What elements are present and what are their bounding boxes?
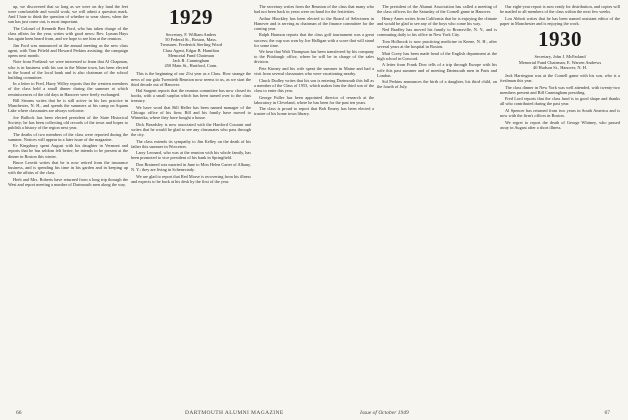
class-notes-1929	[131, 71, 251, 183]
officer-line: Memorial Fund Chairman	[168, 52, 214, 58]
officer-line: 50 Federal St., Boston, Mass.	[165, 37, 217, 43]
paragraph: up, we discovered that so long as we were on dry land the feet were comfortable and would work; we will admit a question mark. And I hate to think the question of whether to wear shoes, when the sun has just come out, is most important.	[8, 4, 128, 25]
paragraph: Herb and Mrs. Roberts have returned from a long trip through the West and report meeting a number of Dartmouth men along the way.	[8, 176, 128, 187]
paragraph: The Colonel of Kenneth Bert Ford, who has taken charge of the class affairs for the year, writes with good news: Rev. Lyman Hays has again been heard from, and we hope to see him at the reunion.	[8, 25, 128, 42]
officer-line: Class Agent, Edgar B. Hamilton	[162, 47, 220, 53]
paragraph: We have word that Bill Heller has been named manager of the Chicago office of his firm; Bill and his family have moved to Winnetka, where they have bought a house.	[131, 104, 251, 121]
paragraph: Fred Lord reports that the class fund is in good shape and thanks all who contributed during the past year.	[500, 96, 620, 107]
paragraph: Jack Harrington was at the Cornell game with his son, who is a freshman this year.	[500, 72, 620, 84]
paragraph: Jim Ford was announced at the annual meeting as the new class agent, with Tom Fifield and Howard Perkins assisting; the campaign opens next month.	[8, 42, 128, 58]
column-4	[377, 4, 497, 406]
paragraph: Matt Corey has been made head of the English department at the high school in Concord.	[377, 50, 497, 61]
officer-line: 40 Hudson St., Hanover, N. H.	[533, 64, 587, 70]
paragraph: Al Spencer has returned from two years in South America and is now with the firm's offices in Boston.	[500, 108, 620, 119]
paragraph: Larry Leonard, who was at the reunion with his whole family, has been promoted to vice president of his bank in Springfield.	[131, 150, 251, 161]
class-notes-1930	[500, 73, 620, 130]
paragraph: Hal Sargent reports that the reunion committee has now closed its books, with a small surplus which has been turned over to the class treasury.	[131, 88, 251, 104]
officer-line: 450 Main St., Hartford, Conn.	[164, 63, 218, 69]
issue-date: Issue of October 1949	[360, 410, 409, 416]
left-page-number: 66	[16, 410, 22, 416]
paragraph: Pete Kinney and his wife spent the summer in Maine and had a visit from several classmates who were vacationing nearby.	[254, 66, 374, 77]
column-5	[500, 4, 620, 406]
paragraph: The deaths of two members of the class were reported during the summer. Notices will appear in a later issue of the magazine.	[8, 131, 128, 142]
paragraph: Note from Portland: we were interested to learn that Al Chapman, who is in business with his son in the Maine town, has been elected to the board of the local bank and is also chairman of the school building committee.	[8, 59, 128, 80]
paragraph: We regret to report the death of George Whitney, who passed away in August after a short illness.	[500, 119, 620, 130]
page-footer	[0, 408, 628, 418]
right-page-number: 67	[604, 410, 610, 416]
officer-line: Memorial Fund Chairman, E. Warren Andrews	[518, 59, 602, 65]
column-3	[254, 4, 374, 406]
class-officers-1929	[131, 32, 251, 68]
paragraph: Bill Stearns writes that he is still active in his law practice in Manchester, N. H., and spends the summers at his camp on Squam Lake where classmates are always welcome.	[8, 98, 128, 114]
class-notes-continued	[500, 4, 620, 26]
paragraph: Ev Kingsbury spent August with his daughter in Vermont and reports that he has seldom felt better; he intends to be present at the dinner in Boston this winter.	[8, 143, 128, 159]
paragraph: In a letter to Fred, Harry Willey reports that the western members of the class held a small dinner during the summer at which reminiscences of the old days in Hanover were freely exchanged.	[8, 81, 128, 97]
paragraph: The class is proud to report that Bob Emery has been elected a trustee of his home town library.	[254, 106, 374, 117]
paragraph: A letter from Frank Dow tells of a trip through Europe with his wife this past summer and of meeting Dartmouth men in Paris and London.	[377, 62, 497, 78]
paragraph: George Fuller has been appointed director of research at the laboratory in Cleveland, where he has been for the past ten years.	[254, 94, 374, 105]
class-year-1930: 1930	[538, 27, 582, 52]
paragraph: Don Brainerd was married in June to Miss Helen Carter of Albany, N. Y.; they are living in Schenectady.	[131, 161, 251, 173]
paragraph: Ralph Harmon reports that the class golf tournament was a great success; the cup was won by Joe Halligan with a score that will stand for some time.	[254, 32, 374, 48]
paragraph: The class extends its sympathy to Jim Kelley on the death of his father this summer in Worcester.	[131, 138, 251, 149]
paragraph: Joe Bullock has been elected president of the State Historical Society; he has been collecting old records of the town and hopes to publish a history of the region next year.	[8, 114, 128, 131]
paragraph: Tom Holbrook is now practicing medicine in Keene, N. H., after several years at the hospital in Boston.	[377, 39, 497, 50]
officer-line: Secretary, F. William Andres	[165, 32, 217, 37]
officer-line: Jack R. Cunningham	[172, 58, 210, 64]
column-2	[131, 4, 251, 406]
paragraph: Our eight-year report is now ready for distribution, and copies will be mailed to all members of the class within the next few weeks.	[500, 4, 620, 15]
paragraph: We hear that Walt Thompson has been transferred by his company to the Pittsburgh office, where he will be in charge of the sales division.	[254, 49, 374, 65]
paragraph: Lou Abbott writes that he has been named assistant editor of the paper in Manchester and is enjoying the work.	[500, 15, 620, 26]
officer-line: Secretary, John J. McFarland	[534, 54, 586, 60]
class-year-1929: 1929	[169, 5, 213, 29]
column-1	[8, 4, 128, 406]
class-officers-1930	[500, 54, 620, 70]
magazine-title: DARTMOUTH ALUMNI MAGAZINE	[185, 410, 284, 416]
paragraph: The class dinner in New York was well attended, with twenty-two members present and Bill Cunningham presiding.	[500, 84, 620, 95]
paragraph: We are glad to report that Red Morse is recovering from his illness and expects to be back at his desk by the first of the year.	[131, 173, 251, 184]
paragraph: Sid Perkins announces the birth of a daughter, his third child, on the fourth of July.	[377, 79, 497, 90]
paragraph: Arthur Hinckley has been elected to the Board of Selectmen in Hanover and is serving as chairman of the finance committee for the coming year.	[254, 15, 374, 31]
paragraph: Bruce Leavitt writes that he is now retired from the insurance business, and is spending his time in his garden and in keeping up with the affairs of the class.	[8, 160, 128, 176]
paragraph: Henry Ames writes from California that he is enjoying the climate and would be glad to see any of the boys who come his way.	[377, 15, 497, 26]
paragraph: This is the beginning of our 21st year as a Class. How strange the news of our gala Twentieth Reunion now seems to us, as we start the third decade out of Hanover.	[131, 71, 251, 87]
officer-line: Treasurer, Frederick Sterling Wood	[160, 42, 222, 48]
paragraph: The secretary writes from the Reunion of the class that many who had not been back in years were on hand for the festivities.	[254, 4, 374, 15]
paragraph: The president of the Alumni Association has called a meeting of the class officers for the Saturday of the Cornell game in Hanover.	[377, 4, 497, 15]
paragraph: Dick Beardsley is now associated with the Hartford Courant and writes that he would be glad to see any classmates who pass through the city.	[131, 121, 251, 137]
paragraph: Ned Bradley has moved his family to Bronxville, N. Y., and is commuting daily to his office in New York City.	[377, 27, 497, 38]
paragraph: Chuck Dudley writes that his son is entering Dartmouth this fall as a member of the Class of 1953, which makes him the third son of the class to enter this year.	[254, 77, 374, 93]
